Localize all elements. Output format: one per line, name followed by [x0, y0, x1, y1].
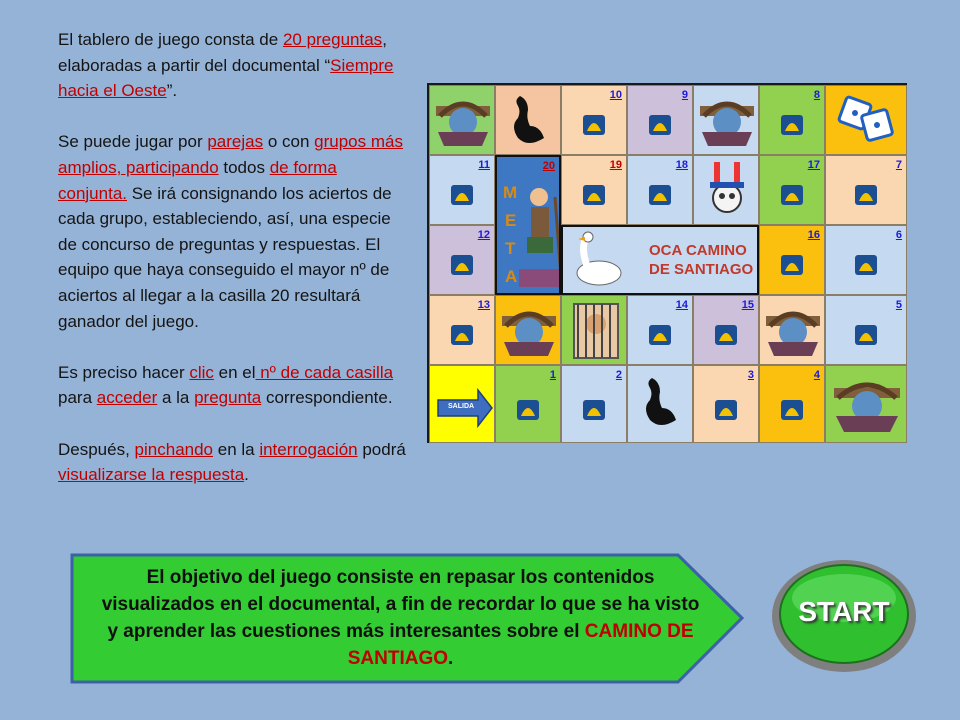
- board-cell-2: [561, 365, 627, 443]
- board-cell-17: [759, 155, 825, 225]
- goose-icon: [496, 86, 561, 155]
- salida-label: SALIDA: [448, 403, 475, 410]
- bridge-icon: [826, 366, 907, 443]
- link-parejas[interactable]: parejas: [207, 132, 264, 152]
- board-cell-dice: [825, 85, 907, 155]
- cell-number-2[interactable]: 2: [615, 369, 622, 381]
- scallop-shell-icon: [649, 115, 671, 135]
- intro-paragraph-1: El tablero de juego consta de 20 preguntas, elaboradas a partir del documental “Siempre hacia el Oeste”.: [58, 30, 394, 101]
- prisoner-icon: [562, 296, 627, 365]
- cell-number-17[interactable]: 17: [807, 159, 820, 171]
- cell-number-3[interactable]: 3: [747, 369, 754, 381]
- scallop-shell-icon: [583, 400, 605, 420]
- scallop-shell-icon: [715, 400, 737, 420]
- board-cell-13: [429, 295, 495, 365]
- cell-number-15[interactable]: 15: [741, 299, 754, 311]
- board-cell-4: [759, 365, 825, 443]
- bridge-icon: [430, 86, 495, 155]
- board-cell-3: [693, 365, 759, 443]
- board-cell-10: [561, 85, 627, 155]
- link-siempre-hacia-el-oeste[interactable]: Siempre hacia el Oeste: [58, 55, 394, 101]
- board-cell-bridge: [759, 295, 825, 365]
- board-cell-7: [825, 155, 907, 225]
- cell-number-14[interactable]: 14: [675, 299, 688, 311]
- board-cell-12: [429, 225, 495, 295]
- board-cell-oca: [627, 365, 693, 443]
- scallop-shell-icon: [649, 325, 671, 345]
- scallop-shell-icon: [583, 115, 605, 135]
- cell-number-7[interactable]: 7: [895, 159, 902, 171]
- intro-paragraph-4: Después, pinchando en la interrogación podrá visualizarse la respuesta.: [58, 439, 406, 485]
- board-cell-8: [759, 85, 825, 155]
- scallop-shell-icon: [855, 255, 877, 275]
- board-cell-9: [627, 85, 693, 155]
- link-acceder[interactable]: acceder: [96, 388, 158, 408]
- board-cell-15: [693, 295, 759, 365]
- scallop-shell-icon: [781, 115, 803, 135]
- scallop-shell-icon: [715, 325, 737, 345]
- link-forma-conjunta[interactable]: de forma conjunta.: [58, 157, 337, 203]
- board-cell-1: [495, 365, 561, 443]
- cell-number-12[interactable]: 12: [477, 229, 490, 241]
- instructions-text: [58, 27, 408, 513]
- game-board: [427, 83, 907, 443]
- link-numero-casilla[interactable]: nº de cada casilla: [255, 362, 394, 382]
- board-cell-11: [429, 155, 495, 225]
- board-cell-5: [825, 295, 907, 365]
- cell-number-6[interactable]: 6: [895, 229, 902, 241]
- board-cell-jail: [561, 295, 627, 365]
- board-cell-18: [627, 155, 693, 225]
- meta-letter-a: A: [505, 267, 518, 286]
- board-cell-salida: [429, 365, 495, 443]
- board-cell-death: [693, 155, 759, 225]
- cell-number-18[interactable]: 18: [675, 159, 688, 171]
- scallop-shell-icon: [781, 185, 803, 205]
- white-goose-icon: [563, 227, 643, 293]
- board-title-area: [561, 225, 759, 295]
- cell-number-19[interactable]: 19: [609, 159, 622, 171]
- intro-paragraph-3: Es preciso hacer clic en el nº de cada casilla para acceder a la pregunta correspondiente.: [58, 362, 394, 408]
- board-cell-bridge: [429, 85, 495, 155]
- scallop-shell-icon: [451, 325, 473, 345]
- board-cell-bridge: [825, 365, 907, 443]
- cell-number-13[interactable]: 13: [477, 299, 490, 311]
- board-cell-6: [825, 225, 907, 295]
- link-20-preguntas[interactable]: 20 preguntas: [282, 30, 383, 49]
- scallop-shell-icon: [855, 325, 877, 345]
- link-grupos[interactable]: grupos más amplios, participando: [58, 132, 403, 177]
- board-cell-14: [627, 295, 693, 365]
- dice-icon: [826, 86, 907, 155]
- start-button[interactable]: [770, 556, 918, 674]
- cell-number-5[interactable]: 5: [895, 299, 902, 311]
- meta-letter-t: T: [505, 239, 516, 258]
- goal-text: El objetivo del juego consiste en repasar los contenidos visualizados en el documental, a fin de recordar lo que se ha visto y aprender las cuestiones más interesantes sobre el CAMINO DE SANTIAGO.: [101, 567, 700, 669]
- bridge-icon: [760, 296, 825, 365]
- cell-number-9[interactable]: 9: [681, 89, 688, 101]
- cell-number-11[interactable]: 11: [478, 159, 490, 171]
- scallop-shell-icon: [649, 185, 671, 205]
- start-button-label: START: [798, 596, 890, 627]
- link-interrogacion[interactable]: interrogación: [259, 439, 358, 459]
- board-cell-bridge: [693, 85, 759, 155]
- skull-icon: [694, 156, 759, 225]
- scallop-shell-icon: [517, 400, 539, 420]
- board-cell-bridge: [495, 295, 561, 365]
- cell-number-1[interactable]: 1: [549, 369, 556, 381]
- board-cell-oca: [495, 85, 561, 155]
- board-cell-19: [561, 155, 627, 225]
- board-cell-20: [495, 155, 561, 295]
- bridge-icon: [496, 296, 561, 365]
- link-pinchando[interactable]: pinchando: [134, 439, 214, 459]
- meta-letter-e: E: [505, 211, 517, 230]
- link-clic[interactable]: clic: [189, 362, 214, 382]
- link-pregunta[interactable]: pregunta: [194, 388, 262, 408]
- meta-letter-m: M: [503, 183, 518, 202]
- scallop-shell-icon: [451, 255, 473, 275]
- intro-paragraph-2: Se puede jugar por parejas o con grupos más amplios, participando todos de forma conjunta. Se irá consignando los aciertos de cada grupo, estableciendo, así, una especie de concurso de preguntas y respuestas. El equipo que haya conseguido el mayor nº de aciertos al llegar a la casilla 20 resultará ganador del juego.: [58, 132, 403, 331]
- cell-number-10[interactable]: 10: [609, 89, 622, 101]
- scallop-shell-icon: [781, 255, 803, 275]
- cell-number-8[interactable]: 8: [813, 89, 820, 101]
- scallop-shell-icon: [781, 400, 803, 420]
- board-cell-16: [759, 225, 825, 295]
- scallop-shell-icon: [583, 185, 605, 205]
- bridge-icon: [694, 86, 759, 155]
- scallop-shell-icon: [855, 185, 877, 205]
- link-visualizarse-respuesta[interactable]: visualizarse la respuesta: [58, 465, 245, 485]
- scallop-shell-icon: [451, 185, 473, 205]
- board-title: OCA CAMINO DE SANTIAGO: [649, 242, 754, 278]
- cell-number-4[interactable]: 4: [813, 369, 820, 381]
- goose-icon: [628, 366, 693, 443]
- cell-number-16[interactable]: 16: [807, 229, 820, 241]
- cell-number-20[interactable]: 20: [542, 160, 555, 172]
